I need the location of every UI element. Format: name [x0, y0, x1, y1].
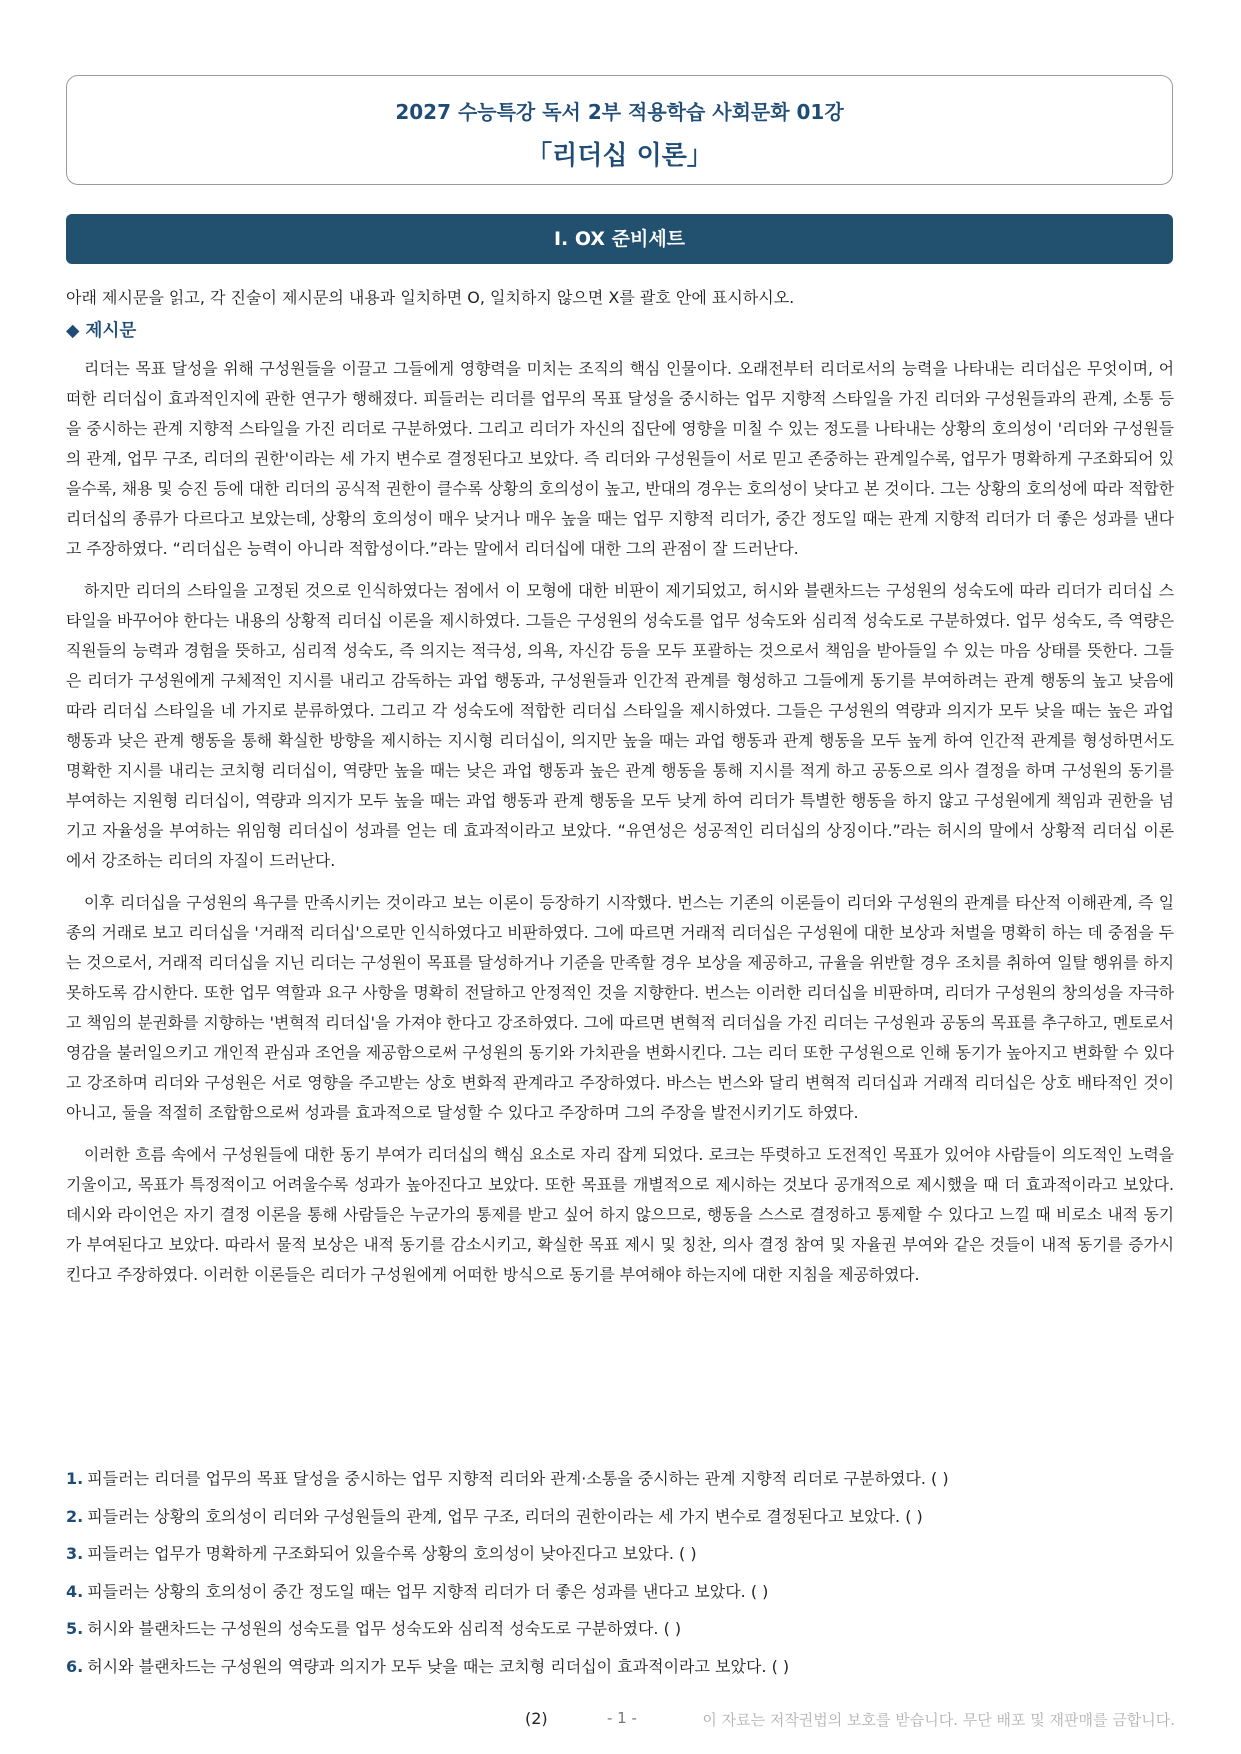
section-header: Ⅰ. OX 준비세트 [66, 214, 1173, 264]
passage-paragraph-1: 리더는 목표 달성을 위해 구성원들을 이끌고 그들에게 영향력을 미치는 조직의 핵심 인물이다. 오래전부터 리더로서의 능력을 나타내는 리더십은 무엇이며, 어떠한 리더십이 효과적인지에 관한 연구가 행해졌다. 피들러는 리더를 업무의 목표 달성을 중시하는 업무 지향적 스타일을 가진 리더와 구성원들과의 관계, 소통 등을 중시하는 관계 지향적 스타일을 가진 리더로 구분하였다. 그리고 리더가 자신의 집단에 영향을 미칠 수 있는 정도를 나타내는 상황의 호의성이 '리더와 구성원들의 관계, 업무 구조, 리더의 권한'이라는 세 가지 변수로 결정된다고 보았다. 즉 리더와 구성원들이 서로 믿고 존중하는 관계일수록, 업무가 명확하게 구조화되어 있을수록, 채용 및 승진 등에 대한 리더의 공식적 권한이 클수록 상황의 호의성이 높고, 반대의 경우는 호의성이 낮다고 본 것이다. 그는 상황의 호의성에 따라 적합한 리더십의 종류가 다르다고 보았는데, 상황의 호의성이 매우 낮거나 매우 높을 때는 업무 지향적 리더가, 중간 정도일 때는 관계 지향적 리더가 더 좋은 성과를 낸다고 주장하였다. “리더십은 능력이 아니라 적합성이다.”라는 말에서 리더십에 대한 그의 관점이 잘 드러난다. [66, 359, 1174, 558]
question-number: 1. [66, 1469, 84, 1488]
question-text: 피들러는 상황의 호의성이 중간 정도일 때는 업무 지향적 리더가 더 좋은 성과를 낸다고 보았다. ( ) [87, 1581, 769, 1601]
question-item [66, 1498, 1176, 1536]
question-text: 피들러는 상황의 호의성이 리더와 구성원들의 관계, 업무 구조, 리더의 권한이라는 세 가지 변수로 결정된다고 보았다. ( ) [87, 1506, 923, 1526]
question-number: 3. [66, 1544, 84, 1563]
question-item [66, 1535, 1176, 1573]
question-text: 허시와 블랜차드는 구성원의 역량과 의지가 모두 낮을 때는 코치형 리더십이 효과적이라고 보았다. ( ) [87, 1656, 790, 1676]
question-number: 5. [66, 1619, 84, 1638]
passage-paragraph-3: 이후 리더십을 구성원의 욕구를 만족시키는 것이라고 보는 이론이 등장하기 시작했다. 번스는 기존의 이론들이 리더와 구성원의 관계를 타산적 이해관계, 즉 일종의 거래로 보고 리더십을 '거래적 리더십'으로만 인식하였다고 비판하였다. 그에 따르면 거래적 리더십은 구성원에 대한 보상과 처벌을 명확히 하는 데 중점을 두는 것으로서, 거래적 리더십을 지닌 리더는 구성원이 목표를 달성하거나 기준을 만족할 경우 보상을 제공하고, 규율을 위반할 경우 조치를 취하여 일탈 행위를 하지 못하도록 감시한다. 또한 업무 역할과 요구 사항을 명확히 전달하고 안정적인 것을 지향한다. 번스는 이러한 리더십을 비판하며, 리더가 구성원의 창의성을 자극하고 책임의 분권화를 지향하는 '변혁적 리더십'을 가져야 한다고 강조하였다. 그에 따르면 변혁적 리더십을 가진 리더는 구성원과 공동의 목표를 추구하고, 멘토로서 영감을 불러일으키고 개인적 관심과 조언을 제공함으로써 구성원의 동기와 가치관을 변화시킨다. 그는 리더 또한 구성원으로 인해 동기가 높아지고 변화할 수 있다고 강조하며 리더와 구성원은 서로 영향을 주고받는 상호 변화적 관계라고 주장하였다. 바스는 번스와 달리 변혁적 리더십과 거래적 리더십은 상호 배타적인 것이 아니고, 둘을 적절히 조합함으로써 성과를 효과적으로 달성할 수 있다고 주장하며 그의 주장을 발전시키기도 하였다. [66, 893, 1174, 1122]
question-text: 허시와 블랜차드는 구성원의 성숙도를 업무 성숙도와 심리적 성숙도로 구분하였다. ( ) [87, 1619, 682, 1638]
question-item [66, 1648, 1176, 1686]
document-title: 「리더십 이론」 [526, 141, 713, 171]
question-text: 피들러는 업무가 명확하게 구조화되어 있을수록 상황의 호의성이 낮아진다고 보았다. ( ) [87, 1544, 697, 1563]
footer-copyright: 이 자료는 저작권법의 보호를 받습니다. 무단 배포 및 재판매를 금합니다. [702, 1711, 1175, 1729]
question-text: 피들러는 리더를 업무의 목표 달성을 중시하는 업무 지향적 리더와 관계·소통을 중시하는 관계 지향적 리더로 구분하였다. ( ) [87, 1469, 949, 1488]
passage-paragraph-2: 하지만 리더의 스타일을 고정된 것으로 인식하였다는 점에서 이 모형에 대한 비판이 제기되었고, 허시와 블랜차드는 구성원의 성숙도에 따라 리더가 리더십 스타일을 바꾸어야 한다는 내용의 상황적 리더십 이론을 제시하였다. 그들은 구성원의 성숙도를 업무 성숙도와 심리적 성숙도로 구분하였다. 업무 성숙도, 즉 역량은 직원들의 능력과 경험을 뜻하고, 심리적 성숙도, 즉 의지는 적극성, 의욕, 자신감 등을 모두 포괄하는 것으로서 책임을 받아들일 수 있는 마음 상태를 뜻한다. 그들은 리더가 구성원에게 구체적인 지시를 내리고 감독하는 과업 행동과, 구성원들과 인간적 관계를 형성하고 그들에게 동기를 부여하려는 관계 행동의 높고 낮음에 따라 리더십 스타일을 네 가지로 분류하였다. 그리고 각 성숙도에 적합한 리더십 스타일을 제시하였다. 그들은 구성원의 역량과 의지가 모두 낮을 때는 높은 과업 행동과 낮은 관계 행동을 통해 확실한 방향을 제시하는 지시형 리더십이, 의지만 높을 때는 과업 행동과 관계 행동을 모두 높게 하여 인간적 관계를 형성하면서도 명확한 지시를 내리는 코치형 리더십이, 역량만 높을 때는 낮은 과업 행동과 높은 관계 행동을 통해 지시를 적게 하고 공동으로 의사 결정을 하며 구성원의 동기를 부여하는 지원형 리더십이, 역량과 의지가 모두 높을 때는 과업 행동과 관계 행동을 모두 낮게 하여 리더가 특별한 행동을 하지 않고 구성원에게 책임과 권한을 넘기고 자율성을 부여하는 위임형 리더십이 성과를 얻는 데 효과적이라고 보았다. “유연성은 성공적인 리더십의 상징이다.”라는 허시의 말에서 상황적 리더십 이론에서 강조하는 리더의 자질이 드러난다. [66, 581, 1174, 870]
question-list [66, 1460, 1176, 1685]
question-item [66, 1573, 1176, 1611]
footer-page-label: (2) [525, 1709, 548, 1728]
footer-page-number: - 1 - [607, 1709, 637, 1727]
passage-paragraph-4: 이러한 흐름 속에서 구성원들에 대한 동기 부여가 리더십의 핵심 요소로 자리 잡게 되었다. 로크는 뚜렷하고 도전적인 목표가 있어야 사람들이 의도적인 노력을 기울이고, 목표가 특정적이고 어려울수록 성과가 높아진다고 보았다. 또한 목표를 개별적으로 제시하는 것보다 공개적으로 제시했을 때 더 효과적이라고 보았다. 데시와 라이언은 자기 결정 이론을 통해 사람들은 누군가의 통제를 받고 싶어 하지 않으므로, 행동을 스스로 결정하고 통제할 수 있다고 느낄 때 비로소 내적 동기가 부여된다고 보았다. 따라서 물적 보상은 내적 동기를 감소시키고, 확실한 목표 제시 및 칭찬, 의사 결정 참여 및 자율권 부여와 같은 것들이 내적 동기를 증가시킨다고 주장하였다. 이러한 이론들은 리더가 구성원에게 어떠한 방식으로 동기를 부여해야 하는지에 대한 지침을 제공하였다. [66, 1145, 1174, 1284]
instruction-text: 아래 제시문을 읽고, 각 진술이 제시문의 내용과 일치하면 O, 일치하지 않으면 X를 괄호 안에 표시하시오. [66, 288, 795, 307]
question-item [66, 1610, 1176, 1648]
document-subtitle: 2027 수능특강 독서 2부 적용학습 사회문화 01강 [395, 100, 844, 124]
passage-body [66, 354, 1174, 1302]
question-number: 6. [66, 1656, 84, 1676]
question-number: 2. [66, 1506, 84, 1526]
question-number: 4. [66, 1581, 84, 1601]
passage-heading: ◆ 제시문 [66, 321, 137, 341]
title-box [66, 75, 1173, 185]
question-item [66, 1460, 1176, 1498]
